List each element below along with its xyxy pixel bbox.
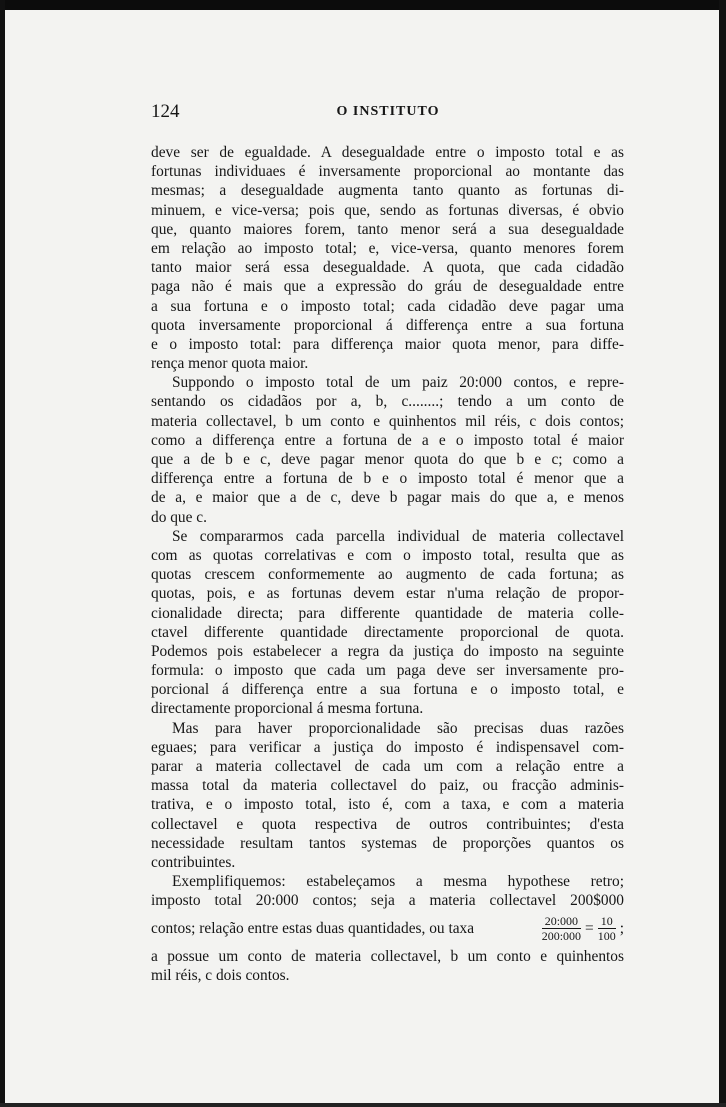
text-line: ctavel differente quantidade directamente proporcional de quota. <box>151 623 624 641</box>
running-title: O INSTITUTO <box>336 104 440 119</box>
text-line: minuem, e vice-versa; pois que, sendo as fortunas diversas, é obvio <box>151 201 624 219</box>
text-line: Suppondo o imposto total de um paiz 20:000 contos, e repre- <box>172 374 624 392</box>
text-line: deve ser de egualdade. A desegualdade entre o imposto total e as <box>151 144 624 161</box>
equals-sign: = <box>585 919 594 937</box>
text-line: trativa, e o imposto total, isto é, com a taxa, e com a materia <box>151 796 624 814</box>
text-line: rença menor quota maior. <box>151 355 309 373</box>
paragraph-lines <box>151 143 624 911</box>
text-line: a sua fortuna e o imposto total; cada cidadão deve pagar uma <box>151 297 624 315</box>
text-line: que, quanto maiores forem, tanto menor será a sua desegualdade <box>151 220 624 238</box>
text-line: differença entre a fortuna de b e o imposto total é menor que a <box>151 470 624 488</box>
text-line: necessidade resultam tantos systemas de proporções quantos os <box>151 834 624 852</box>
text-line: massa total da materia collectavel do paiz, ou fracção adminis- <box>151 777 624 795</box>
text-line: eguaes; para verificar a justiça do imposto é indispensavel com- <box>151 738 624 756</box>
text-line: porcional á differença entre a sua fortuna e o imposto total, e <box>151 681 624 699</box>
text-line: do que c. <box>151 508 207 526</box>
text-line: contribuintes. <box>151 853 236 871</box>
text-line: paga não é mais que a expressão do gráu de desegualdade entre <box>151 278 624 296</box>
fraction-denominator: 200:000 <box>541 929 582 943</box>
text-line: quota inversamente proporcional á differença entre a sua fortuna <box>151 316 624 334</box>
text-line: como a differença entre a fortuna de a e o imposto total é maior <box>151 431 624 449</box>
text-line: parar a materia collectavel de cada um com a relação entre a <box>151 758 624 775</box>
fraction-simplified <box>595 914 619 943</box>
text-line: a possue um conto de materia collectavel, b um conto e quinhentos <box>151 947 624 965</box>
text-line: mesmas; a desegualdade augmenta tanto quanto as fortunas di- <box>151 182 624 200</box>
text-line: collectavel e quota respectiva de outros contribuintes; d'esta <box>151 815 624 833</box>
text-line: materia collectavel, b um conto e quinhentos mil réis, c dois contos; <box>151 412 624 430</box>
page-header <box>151 101 625 125</box>
scan-border-top <box>0 0 726 10</box>
text-line: quotas, pois, e as fortunas devem estar n'uma relação de propor- <box>151 585 624 603</box>
formula-semicolon: ; <box>619 919 624 937</box>
formula-expression <box>538 914 624 943</box>
text-line: de a, e maior que a de c, deve b pagar mais do que a, e menos <box>151 489 624 507</box>
formula-lead-text: contos; relação entre estas duas quantidades, ou taxa <box>151 919 475 937</box>
text-line: Podemos pois estabelecer a regra da justiça do imposto na seguinte <box>151 642 624 660</box>
text-line: Se compararmos cada parcella individual de materia collectavel <box>172 527 624 545</box>
text-line: formula: o imposto que cada um paga deve ser inversamente pro- <box>151 662 624 680</box>
fraction-numerator: 10 <box>598 914 616 929</box>
scan-border-right <box>719 0 726 1107</box>
text-line: sentando os cidadãos por a, b, c........; tendo a um conto de <box>151 393 624 411</box>
text-line: directamente proporcional á mesma fortuna. <box>151 700 424 718</box>
text-line: quotas crescem conformemente ao augmento de cada fortuna; as <box>151 566 624 584</box>
text-line: fortunas individuaes é inversamente proporcional ao montante das <box>151 163 624 181</box>
formula-line <box>151 911 624 947</box>
text-line: tanto maior será essa desegualdade. A quota, que cada cidadão <box>151 259 624 277</box>
text-line: que a de b e c, deve pagar menor quota do que b e c; como a <box>151 451 624 468</box>
text-line: cionalidade directa; para differente quantidade de materia colle- <box>151 604 624 622</box>
fraction-denominator: 100 <box>597 929 616 943</box>
fraction-numerator: 20:000 <box>542 914 581 929</box>
text-line: Mas para haver proporcionalidade são precisas duas razões <box>172 719 624 737</box>
fraction-tax-ratio <box>539 914 584 943</box>
text-line: em relação ao imposto total; e, vice-versa, quanto menores forem <box>151 239 624 257</box>
page-number: 124 <box>151 101 180 122</box>
text-line: e o imposto total: para differença maior quota menor, para diffe- <box>151 335 624 353</box>
text-line: Exemplifiquemos: estabeleçamos a mesma hypothese retro; <box>172 873 624 891</box>
text-line: imposto total 20:000 contos; seja a materia collectavel 200$000 <box>151 892 624 910</box>
body-text <box>151 143 624 985</box>
scan-border-bottom <box>0 1103 726 1107</box>
text-line: mil réis, c dois contos. <box>151 966 290 984</box>
text-line: com as quotas correlativas e com o imposto total, resulta que as <box>151 546 624 564</box>
closing-lines <box>151 947 624 985</box>
